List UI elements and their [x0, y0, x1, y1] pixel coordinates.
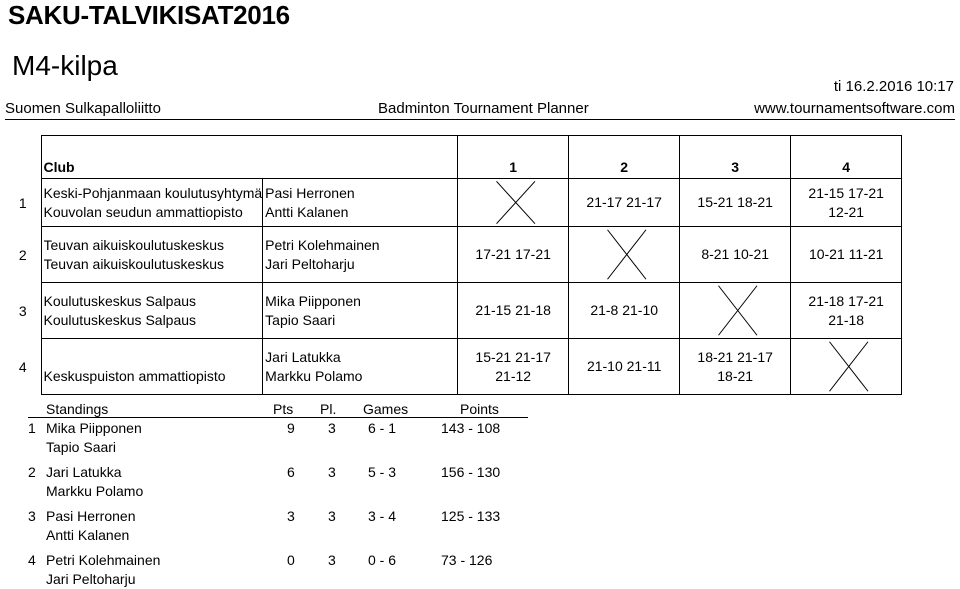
- score-cell: 15-21 18-21: [680, 179, 791, 227]
- score-text: 15-21 21-17 21-12: [475, 348, 551, 384]
- club-column-header: Club: [41, 136, 263, 179]
- tournament-title: SAKU-TALVIKISAT2016: [8, 0, 290, 30]
- organizer-name: Suomen Sulkapalloliitto: [5, 100, 161, 117]
- player-name[interactable]: Mika Piipponen: [265, 292, 361, 309]
- player-name[interactable]: Jari Latukka: [46, 464, 122, 480]
- event-title: M4-kilpa: [12, 50, 118, 81]
- col-header-3: 3: [680, 136, 791, 179]
- player-name[interactable]: Mika Piipponen: [46, 420, 142, 436]
- software-name: Badminton Tournament Planner: [378, 100, 589, 117]
- pl-header: Pl.: [320, 401, 337, 417]
- cross-mark: [680, 283, 790, 338]
- player-name[interactable]: Markku Polamo: [46, 483, 144, 499]
- standings-table: [28, 400, 528, 587]
- header-bar: [5, 96, 955, 120]
- player-name[interactable]: Petri Kolehmainen: [265, 236, 380, 253]
- player-name[interactable]: Jari Peltoharju: [46, 571, 136, 587]
- points-value: 156 - 130: [441, 464, 501, 480]
- standings-row: [28, 532, 528, 587]
- player-name[interactable]: Antti Kalanen: [265, 203, 349, 220]
- self-match-cell: [569, 227, 680, 283]
- club-name: Keski-Pohjanmaan koulutusyhtymä: [43, 184, 263, 201]
- draw-header-row: [5, 136, 902, 179]
- col-header-1: 1: [458, 136, 569, 179]
- col-header-4: 4: [791, 136, 902, 179]
- score-cell: 8-21 10-21: [680, 227, 791, 283]
- score-text: 21-15 17-21 12-21: [808, 184, 884, 220]
- row-number: 4: [5, 339, 41, 395]
- row-number: 2: [5, 227, 41, 283]
- score-cell: 21-17 21-17: [569, 179, 680, 227]
- pts-header: Pts: [273, 401, 294, 417]
- score-cell: 17-21 17-21: [458, 227, 569, 283]
- games-header: Games: [363, 401, 409, 417]
- club-name: Kouvolan seudun ammattiopisto: [43, 203, 243, 220]
- player-name[interactable]: Antti Kalanen: [46, 527, 130, 543]
- pl-value: 3: [328, 508, 336, 524]
- points-value: 143 - 108: [441, 420, 501, 436]
- website-link[interactable]: www.tournamentsoftware.com: [754, 100, 955, 117]
- cross-mark: [791, 339, 901, 394]
- print-datetime: ti 16.2.2016 10:17: [833, 78, 954, 95]
- points-value: 73 - 126: [441, 552, 493, 568]
- club-name: Koulutuskeskus Salpaus: [43, 292, 197, 309]
- score-cell: 21-10 21-11: [569, 339, 680, 395]
- rank: 3: [28, 508, 36, 524]
- games-value: 0 - 6: [368, 552, 397, 568]
- games-value: 3 - 4: [368, 508, 397, 524]
- pts-value: 3: [287, 508, 295, 524]
- pl-value: 3: [328, 464, 336, 480]
- score-cell: [458, 339, 569, 395]
- score-cell: [791, 179, 902, 227]
- pts-value: 6: [287, 464, 295, 480]
- score-text: 21-18 17-21 21-18: [808, 292, 884, 328]
- self-match-cell: [680, 283, 791, 339]
- club-name: Koulutuskeskus Salpaus: [43, 311, 197, 328]
- col-header-2: 2: [569, 136, 680, 179]
- score-cell: [791, 283, 902, 339]
- club-name: Keskuspuiston ammattiopisto: [43, 367, 226, 384]
- score-text: 18-21 21-17 18-21: [697, 348, 773, 384]
- draw-row: [5, 339, 902, 395]
- pts-value: 0: [287, 552, 295, 568]
- points-header: Points: [460, 401, 499, 417]
- club-cell: [41, 283, 263, 339]
- club-cell: [41, 339, 263, 395]
- club-cell: [41, 227, 263, 283]
- player-name[interactable]: Petri Kolehmainen: [46, 552, 161, 568]
- club-name: Teuvan aikuiskoulutuskeskus: [43, 255, 225, 272]
- player-cell: [263, 339, 458, 395]
- self-match-cell: [458, 179, 569, 227]
- club-cell: [41, 179, 263, 227]
- player-name[interactable]: Tapio Saari: [265, 311, 336, 328]
- player-name[interactable]: Pasi Herronen: [265, 184, 355, 201]
- draw-row: [5, 227, 902, 283]
- score-cell: 10-21 11-21: [791, 227, 902, 283]
- player-name[interactable]: Jari Peltoharju: [265, 255, 355, 272]
- player-name[interactable]: Pasi Herronen: [46, 508, 136, 524]
- standings-row: [28, 400, 528, 455]
- player-cell: [263, 227, 458, 283]
- player-name[interactable]: Tapio Saari: [46, 439, 117, 455]
- rank: 4: [28, 552, 36, 568]
- player-cell: [263, 179, 458, 227]
- standings-title: Standings: [46, 401, 109, 417]
- games-value: 6 - 1: [368, 420, 397, 436]
- row-number: 1: [5, 179, 41, 227]
- draw-table: [5, 135, 902, 395]
- player-name[interactable]: Markku Polamo: [265, 367, 363, 384]
- rank: 2: [28, 464, 36, 480]
- cross-mark: [458, 179, 568, 226]
- player-name[interactable]: Jari Latukka: [265, 348, 341, 365]
- draw-row: [5, 283, 902, 339]
- score-cell: [680, 339, 791, 395]
- score-cell: 21-15 21-18: [458, 283, 569, 339]
- self-match-cell: [791, 339, 902, 395]
- games-value: 5 - 3: [368, 464, 397, 480]
- club-name: [44, 348, 263, 367]
- club-name: Teuvan aikuiskoulutuskeskus: [43, 236, 225, 253]
- cross-mark: [569, 227, 679, 282]
- row-number: 3: [5, 283, 41, 339]
- pts-value: 9: [287, 420, 295, 436]
- draw-row: [5, 179, 902, 227]
- pl-value: 3: [328, 552, 336, 568]
- score-cell: 21-8 21-10: [569, 283, 680, 339]
- standings-row: [28, 444, 528, 499]
- points-value: 125 - 133: [441, 508, 501, 524]
- pl-value: 3: [328, 420, 336, 436]
- rank: 1: [28, 420, 36, 436]
- standings-row: [28, 488, 528, 543]
- player-cell: [263, 283, 458, 339]
